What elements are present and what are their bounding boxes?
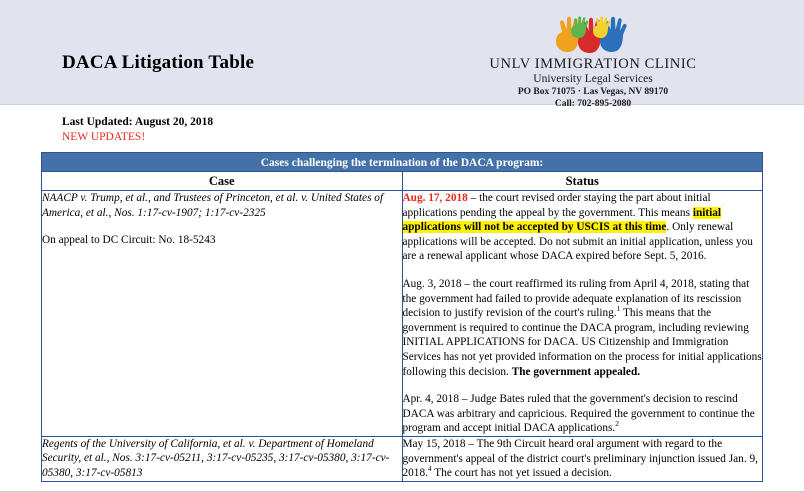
footnote-marker-2: 2	[615, 419, 619, 429]
case-citation: Regents of the University of California, et al. v. Department of Homeland Security, et al., Nos. 3:17-cv-05211, 3:17-cv-05235, 3:17-cv-05380, 3:17-cv-05380, 3:17-cv-05813	[42, 437, 390, 479]
status-paragraph-aug17	[403, 191, 763, 264]
status-highlight-aug17: initial applications will not be accepted by USCIS at this time	[402, 206, 722, 234]
table-header-row	[42, 172, 763, 191]
status-text-aug17-a: – the court revised order staying the part about initial applications pending the appeal by the government. This means	[402, 192, 711, 219]
page-title: DACA Litigation Table	[62, 52, 255, 73]
status-paragraph-may15	[403, 437, 763, 481]
clinic-name: UNLV IMMIGRATION CLINIC	[489, 56, 697, 72]
case-cell	[42, 191, 403, 437]
clinic-branding	[428, 14, 758, 110]
status-date-aug17: Aug. 17, 2018	[402, 192, 468, 204]
status-cell	[402, 191, 763, 437]
last-updated-label: Last Updated: August 20, 2018	[62, 116, 214, 128]
status-text-apr4: Apr. 4, 2018 – Judge Bates ruled that the government's decision to rescind DACA was arbitrary and capricious. Required the government to continue the program and accept initial DACA applications.	[402, 393, 755, 435]
new-updates-label: NEW UPDATES!	[62, 131, 146, 143]
clinic-address: PO Box 71075 · Las Vegas, NV 89170	[517, 87, 669, 97]
table-row	[42, 436, 763, 481]
clinic-subtitle: University Legal Services	[533, 73, 653, 85]
status-text-aug3-a: Aug. 3, 2018 – the court reaffirmed its ruling from April 4, 2018, stating that the government had failed to provide adequate explanation of its rescission decision to justify revision of the court's ruling.	[402, 277, 750, 320]
status-cell	[402, 436, 763, 481]
clinic-phone: Call: 702-895-2080	[554, 99, 632, 109]
table-row	[42, 191, 763, 437]
unlv-handprint-logo-icon	[428, 14, 758, 54]
column-header-case	[42, 172, 403, 191]
table-banner-row	[42, 153, 763, 172]
status-text-may15-b: The court has not yet issued a decision.	[431, 467, 612, 480]
footnote-marker-4: 4	[427, 464, 432, 474]
column-header-status-text: Status	[565, 174, 599, 188]
status-text-aug17-b: . Only renewal applications will be accepted. Do not submit an initial application, unless you are a renewal applicant whose DACA expired before Sept. 5, 2016.	[402, 221, 753, 263]
case-cell	[42, 436, 403, 481]
table-banner-text: Cases challenging the termination of the DACA program:	[260, 157, 544, 169]
status-text-aug3-bold: The government appealed.	[511, 365, 641, 378]
daca-litigation-table	[41, 152, 763, 482]
status-paragraph-aug3	[403, 277, 763, 379]
status-text-aug3-b: This means that the government is required to continue the DACA program, including reviewing INITIAL APPLICATIONS for DACA. US Citizenship and Immigration Services has not yet provided information on the process for initial applications following this decision.	[402, 307, 762, 378]
case-citation: NAACP v. Trump, et al., and Trustees of Princeton, et al. v. United States of America, et al., Nos. 1:17-cv-1907; 1:17-cv-2325	[42, 192, 384, 219]
status-text-may15-a: May 15, 2018 – The 9th Circuit heard oral argument with regard to the government's appeal of the district court's preliminary injunction issued Jan. 9, 2018.	[402, 437, 758, 480]
status-paragraph-apr4	[403, 392, 763, 436]
footnote-marker-1: 1	[616, 304, 621, 314]
column-header-case-text: Case	[208, 174, 235, 188]
table-banner-cell	[42, 153, 763, 172]
column-header-status	[402, 172, 763, 191]
case-appeal-note: On appeal to DC Circuit: No. 18-5243	[42, 234, 216, 246]
